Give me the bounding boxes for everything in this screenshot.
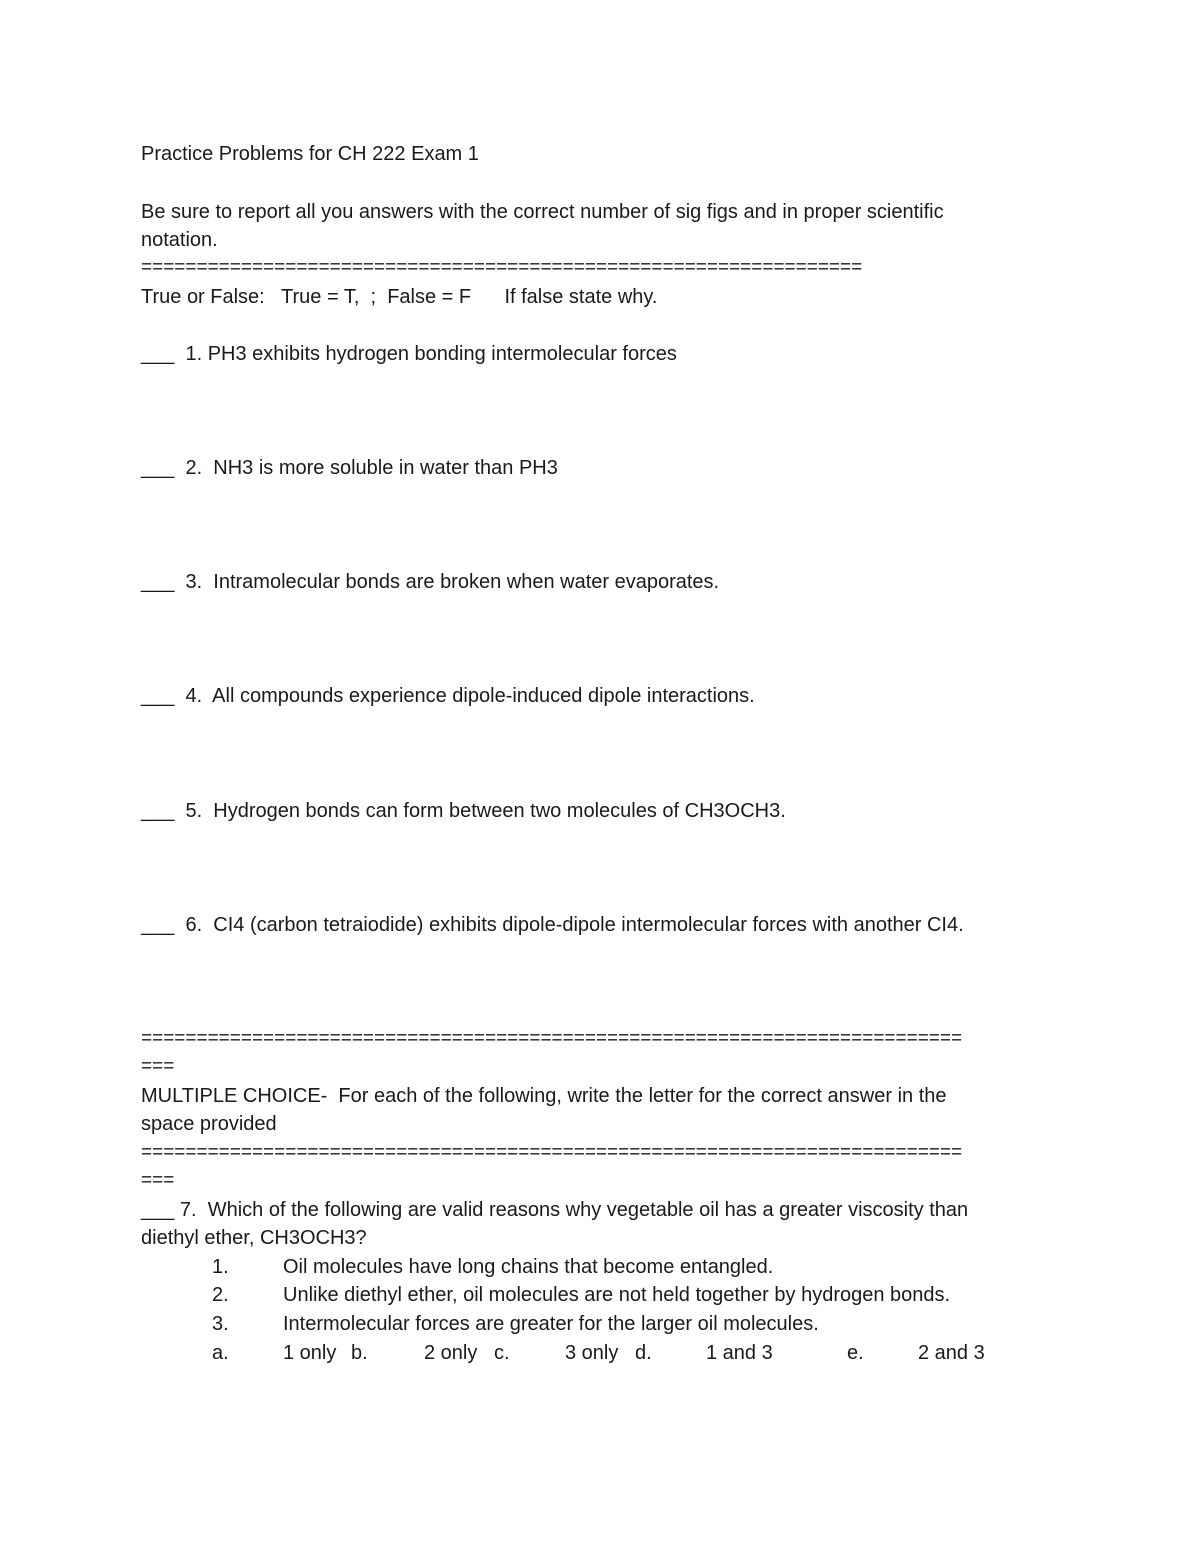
answer-e-letter: e.	[847, 1342, 864, 1364]
option-number: 3.	[212, 1313, 229, 1335]
option-number: 2.	[212, 1284, 229, 1306]
answer-d-text: 1 and 3	[706, 1342, 773, 1364]
answer-c-letter: c.	[494, 1342, 510, 1364]
instructions: Be sure to report all you answers with the correct number of sig figs and in proper scientific notation.	[141, 201, 944, 251]
answer-a-letter: a.	[212, 1342, 229, 1364]
tf-question-1: ___ 1. PH3 exhibits hydrogen bonding intermolecular forces	[141, 343, 677, 365]
multiple-choice-header-cont: space provided	[141, 1113, 277, 1135]
answer-b-text: 2 only	[424, 1342, 478, 1364]
option-number: 1.	[212, 1256, 229, 1278]
true-false-header: True or False: True = T, ; False = F If false state why.	[141, 286, 658, 308]
mc-question-7: ___ 7. Which of the following are valid reasons why vegetable oil has a greater viscosity than	[141, 1199, 969, 1221]
tf-question-2: ___ 2. NH3 is more soluble in water than PH3	[141, 457, 558, 479]
tf-question-3: ___ 3. Intramolecular bonds are broken when water evaporates.	[141, 571, 720, 593]
divider: ==========================================================================	[141, 1142, 963, 1163]
answer-e-text: 2 and 3	[918, 1342, 985, 1364]
answer-b-letter: b.	[351, 1342, 368, 1364]
option-text: Unlike diethyl ether, oil molecules are not held together by hydrogen bonds.	[283, 1284, 951, 1306]
answer-a-text: 1 only	[283, 1342, 337, 1364]
option-text: Intermolecular forces are greater for the larger oil molecules.	[283, 1313, 819, 1335]
divider: ==========================================================================	[141, 1028, 963, 1049]
page-title: Practice Problems for CH 222 Exam 1	[141, 143, 479, 165]
divider-continuation: ===	[141, 1056, 175, 1077]
tf-question-5: ___ 5. Hydrogen bonds can form between two molecules of CH3OCH3.	[141, 800, 786, 822]
answer-c-text: 3 only	[565, 1342, 619, 1364]
tf-question-4: ___ 4. All compounds experience dipole-induced dipole interactions.	[141, 685, 755, 707]
answer-d-letter: d.	[635, 1342, 652, 1364]
divider-continuation: ===	[141, 1170, 175, 1191]
multiple-choice-header: MULTIPLE CHOICE- For each of the following, write the letter for the correct answer in the	[141, 1085, 947, 1107]
divider: =================================================================	[141, 257, 863, 278]
tf-question-6: ___ 6. CI4 (carbon tetraiodide) exhibits dipole-dipole intermolecular forces with another CI4.	[141, 914, 964, 936]
mc-question-7-cont: diethyl ether, CH3OCH3?	[141, 1227, 367, 1249]
option-text: Oil molecules have long chains that become entangled.	[283, 1256, 774, 1278]
